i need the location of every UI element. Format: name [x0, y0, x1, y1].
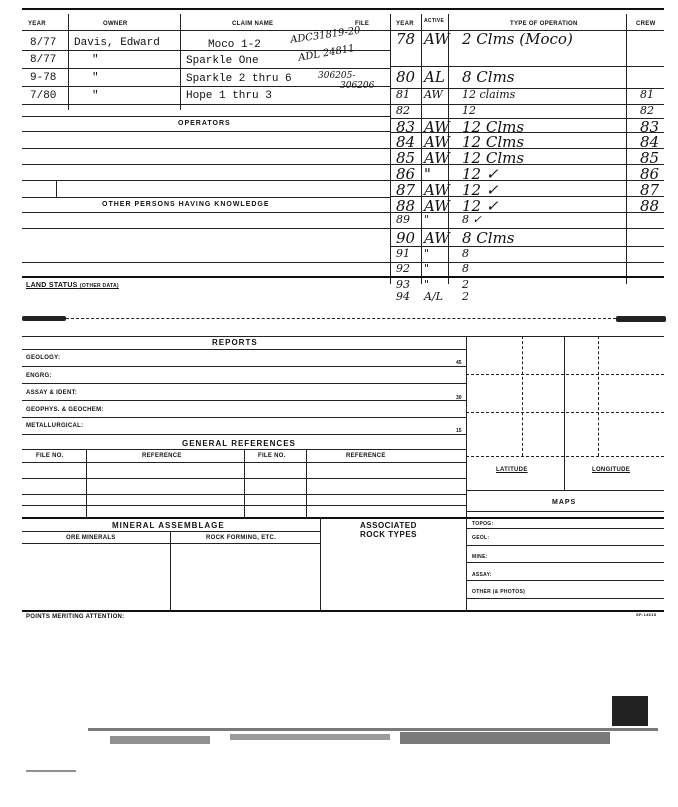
col-line [320, 517, 321, 611]
history-year: 90 [396, 229, 416, 247]
row-line [22, 478, 466, 479]
longitude-label: LONGITUDE [592, 467, 631, 473]
report-metallurgical: METALLURGICAL: [26, 423, 84, 429]
history-year: 92 [396, 262, 410, 275]
claim-year: 8/77 [30, 37, 57, 49]
ref-col-file-no-2: FILE NO. [258, 453, 286, 459]
col-line [466, 336, 467, 612]
assoc-label-1: ASSOCIATED [360, 521, 417, 530]
history-year: 78 [396, 30, 416, 48]
row-line [22, 131, 390, 132]
points-label: POINTS MERITING ATTENTION: [26, 614, 125, 620]
row-line [22, 543, 320, 544]
history-crew: 82 [640, 104, 654, 117]
claim-owner: " [92, 90, 99, 102]
claim-owner: " [92, 54, 99, 66]
assoc-label-2: ROCK TYPES [360, 530, 418, 539]
map-assay: ASSAY: [472, 572, 492, 578]
history-status: " [424, 213, 430, 226]
history-operation: 2 [462, 290, 469, 303]
history-status: " [424, 165, 431, 183]
smear-block [612, 696, 648, 726]
report-geology: GEOLOGY: [26, 355, 61, 361]
row-line [466, 545, 664, 546]
col-line [56, 180, 57, 198]
col-line [68, 14, 69, 110]
row-line [22, 417, 466, 418]
claim-annotation: ADL 24811 [297, 43, 356, 64]
top-border [22, 8, 664, 10]
claim-annotation: 306205- [318, 71, 356, 81]
grid-line [564, 336, 565, 490]
history-status: AW [424, 118, 450, 136]
col-line [306, 449, 307, 517]
mineral-title: MINERAL ASSEMBLAGE [112, 521, 225, 530]
row-line [22, 86, 390, 87]
history-operation: 8 Clms [462, 229, 515, 247]
history-year: 80 [396, 68, 416, 86]
history-operation: 12 claims [462, 88, 516, 101]
latitude-label: LATITUDE [496, 467, 528, 473]
history-bottom-line [22, 276, 664, 278]
land-status-text: LAND STATUS [26, 282, 78, 289]
smear-band [230, 734, 390, 740]
smear-band [110, 736, 210, 744]
claim-annotation: 306206 [340, 81, 375, 91]
history-operation: 12 ✓ [462, 181, 499, 199]
history-year: 89 [396, 213, 410, 226]
header-active: ACTIVE [424, 18, 445, 24]
history-year: 85 [396, 149, 416, 167]
report-engrg: ENGRG: [26, 373, 52, 379]
smear-band [400, 732, 610, 744]
grid-line [522, 336, 523, 456]
row-line [22, 494, 466, 495]
smear-mark [616, 316, 666, 322]
smear-line [66, 318, 616, 319]
report-geophys: GEOPHYS. & GEOCHEM: [26, 407, 104, 413]
history-status: A/L [424, 290, 443, 303]
land-status-label [26, 282, 119, 289]
col-line [421, 14, 422, 284]
history-crew: 84 [640, 133, 660, 151]
claim-name: Sparkle One [186, 55, 259, 67]
history-year: 94 [396, 290, 410, 303]
history-row-line [390, 262, 664, 263]
map-topog: TOPOG: [472, 521, 494, 527]
history-status: " [424, 262, 430, 275]
header-claim-name: CLAIM NAME [232, 21, 274, 27]
history-operation: 12 ✓ [462, 165, 499, 183]
history-year: 86 [396, 165, 416, 183]
row-line [22, 197, 390, 198]
history-operation: 8 [462, 247, 469, 260]
general-references-title: GENERAL REFERENCES [182, 439, 296, 448]
history-operation: 12 [462, 104, 476, 117]
col-line [390, 14, 391, 284]
claim-owner: Davis, Edward [74, 37, 160, 49]
header-type-of-operation: TYPE OF OPERATION [510, 21, 578, 27]
history-year: 81 [396, 88, 410, 101]
history-year: 82 [396, 104, 410, 117]
history-row-line [390, 104, 664, 105]
col-line [180, 14, 181, 110]
smear-band [88, 728, 658, 731]
header-file: FILE [355, 21, 370, 27]
row-line [22, 517, 664, 519]
operators-label: OPERATORS [178, 120, 231, 127]
history-row-line [390, 66, 664, 67]
row-line [22, 434, 466, 435]
history-crew: 81 [640, 88, 654, 101]
report-num: 30 [456, 395, 462, 401]
claim-year: 7/80 [30, 90, 57, 102]
col-line [626, 14, 627, 284]
claim-name: Hope 1 thru 3 [186, 90, 272, 102]
operators-line [22, 116, 390, 117]
history-status: AW [424, 149, 450, 167]
row-line [22, 383, 466, 384]
row-line [466, 490, 664, 491]
ref-col-reference: REFERENCE [142, 453, 182, 459]
header-year: YEAR [28, 21, 46, 27]
history-status: AW [424, 133, 450, 151]
map-other: OTHER (& PHOTOS) [472, 589, 526, 595]
report-num: 15 [456, 428, 462, 434]
row-line [22, 349, 466, 350]
history-operation: 2 Clms (Moco) [462, 30, 573, 48]
grid-line [598, 336, 599, 456]
reports-top-line [22, 336, 664, 337]
row-line [466, 598, 664, 599]
row-line [22, 68, 390, 69]
row-line [22, 505, 466, 506]
ref-col-file-no: FILE NO. [36, 453, 64, 459]
row-line [466, 580, 664, 581]
history-status: AW [424, 88, 443, 101]
row-line [22, 180, 390, 181]
history-year: 93 [396, 278, 410, 291]
history-status: AW [424, 229, 450, 247]
history-crew: 86 [640, 165, 660, 183]
history-crew: 85 [640, 149, 660, 167]
ore-minerals-label: ORE MINERALS [66, 535, 116, 541]
reports-title: REPORTS [212, 338, 258, 347]
row-line [22, 400, 466, 401]
row-line [466, 511, 664, 512]
history-year: 84 [396, 133, 416, 151]
report-num: 45 [456, 360, 462, 366]
history-status: " [424, 247, 430, 260]
row-line [22, 531, 320, 532]
smear-mark [22, 316, 66, 321]
map-mine: MINE: [472, 554, 488, 560]
history-status: AW [424, 181, 450, 199]
history-year: 87 [396, 181, 416, 199]
ref-col-reference-2: REFERENCE [346, 453, 386, 459]
row-line [22, 104, 390, 105]
grid-line [466, 456, 664, 457]
other-persons-label: OTHER PERSONS HAVING KNOWLEDGE [102, 201, 270, 208]
row-line [22, 366, 466, 367]
history-operation: 8 Clms [462, 68, 515, 86]
bottom-line [22, 610, 664, 612]
claim-year: 8/77 [30, 54, 57, 66]
col-line [244, 449, 245, 517]
row-line [466, 562, 664, 563]
report-assay: ASSAY & IDENT: [26, 390, 78, 396]
land-status-sub: (OTHER DATA) [79, 283, 119, 289]
header-owner: OWNER [103, 21, 128, 27]
grid-line [466, 374, 664, 375]
map-geol: GEOL: [472, 535, 490, 541]
row-line [466, 528, 664, 529]
row-line [22, 164, 390, 165]
claim-owner: " [92, 72, 99, 84]
claim-name: Moco 1-2 [208, 39, 261, 51]
history-crew: 83 [640, 118, 660, 136]
header-crew: CREW [636, 21, 656, 27]
history-status: " [424, 278, 430, 291]
maps-title: MAPS [552, 499, 577, 506]
history-operation: 8 [462, 262, 469, 275]
rock-forming-label: ROCK FORMING, ETC. [206, 535, 277, 541]
grid-line [466, 412, 664, 413]
history-status: AW [424, 30, 450, 48]
row-line [22, 228, 390, 229]
claim-year: 9-78 [30, 72, 57, 84]
form-code: SP-1461S [636, 612, 657, 617]
row-line [22, 262, 390, 263]
history-status: AL [424, 68, 445, 86]
history-year: 91 [396, 247, 410, 260]
row-line [22, 148, 390, 149]
history-crew: 87 [640, 181, 660, 199]
smear-band [26, 770, 76, 772]
history-operation: 8 ✓ [462, 213, 482, 226]
col-line [170, 531, 171, 611]
claim-annotation: ADC31819-20 [289, 25, 362, 46]
history-year: 88 [396, 197, 416, 215]
history-status: AW [424, 197, 450, 215]
history-operation: 12 Clms [462, 118, 525, 136]
header-year-2: YEAR [396, 21, 414, 27]
history-operation: 12 Clms [462, 149, 525, 167]
history-year: 83 [396, 118, 416, 136]
col-line [86, 449, 87, 517]
history-operation: 2 [462, 278, 469, 291]
history-crew: 88 [640, 197, 660, 215]
history-operation: 12 ✓ [462, 197, 499, 215]
history-operation: 12 Clms [462, 133, 525, 151]
row-line [22, 212, 390, 213]
claim-name: Sparkle 2 thru 6 [186, 73, 292, 85]
